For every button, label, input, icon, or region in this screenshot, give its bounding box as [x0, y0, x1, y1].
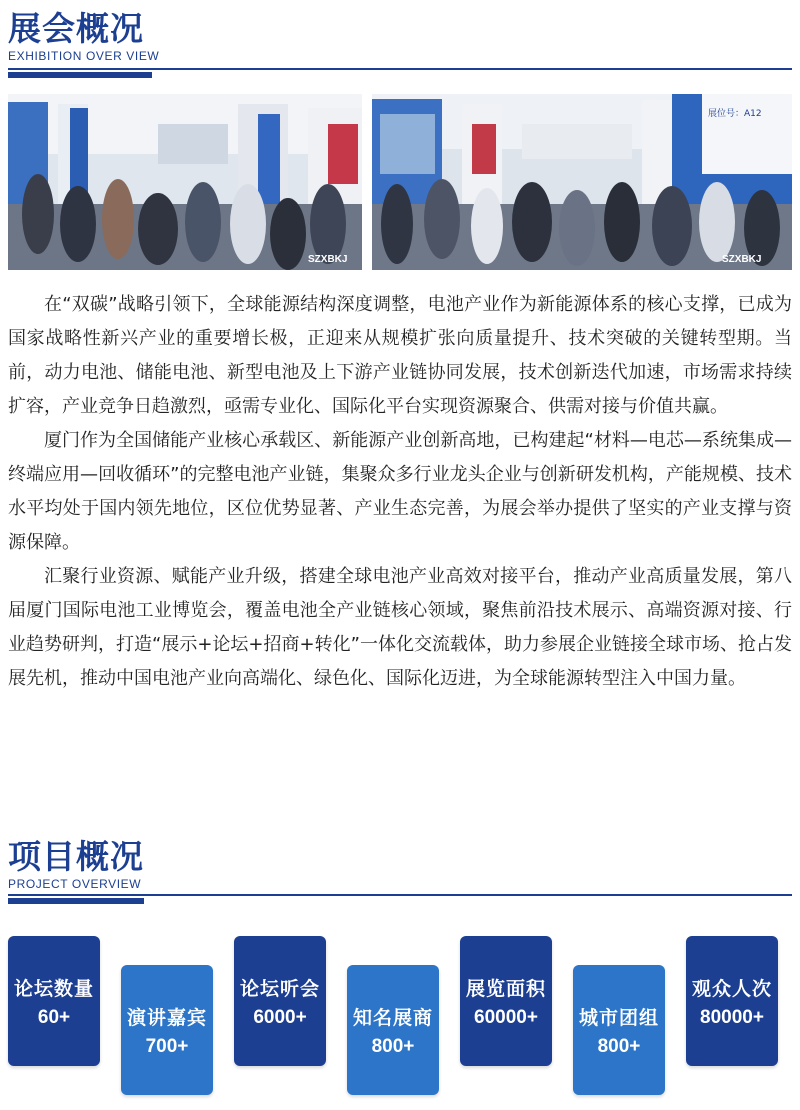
stat-card — [347, 965, 439, 1095]
exhibition-section-header — [8, 9, 160, 63]
project-subtitle: PROJECT OVERVIEW — [8, 877, 142, 891]
exhibition-description — [8, 288, 792, 696]
stat-value: 800+ — [597, 1036, 641, 1057]
stat-label: 观众人次 — [691, 978, 772, 1000]
stat-label: 论坛听会 — [239, 978, 320, 1000]
stat-label: 演讲嘉宾 — [126, 1007, 207, 1029]
stat-value: 700+ — [145, 1036, 189, 1057]
header-accent-bar — [8, 898, 144, 904]
booth-sign: 展位号：A12 — [708, 109, 762, 119]
stat-card — [573, 965, 665, 1095]
paragraph: 厦门作为全国储能产业核心承载区、新能源产业创新高地，已构建起“材料—电芯—系统集成—终端应用—回收循环”的完整电池产业链，集聚众多行业龙头企业与创新研发机构，产能规模、技术水平均处于国内领先地位，区位优势显著、产业生态完善，为展会举办提供了坚实的产业支撑与资源保障。 — [8, 430, 792, 553]
stat-card — [121, 965, 213, 1095]
project-title: 项目概况 — [8, 837, 144, 876]
paragraph: 在“双碳”战略引领下，全球能源结构深度调整，电池产业作为新能源体系的核心支撑，已成为国家战略性新兴产业的重要增长极，正迎来从规模扩张向质量提升、技术突破的关键转型期。当前，动力电池、储能电池、新型电池及上下游产业链协同发展，技术创新迭代加速，市场需求持续扩容，产业竞争日趋激烈，亟需专业化、国际化平台实现资源聚合、供需对接与价值共赢。 — [8, 294, 792, 417]
stat-value: 6000+ — [253, 1007, 307, 1028]
paragraph: 汇聚行业资源、赋能产业升级，搭建全球电池产业高效对接平台，推动产业高质量发展，第八届厦门国际电池工业博览会，覆盖电池全产业链核心领域，聚焦前沿技术展示、高端资源对接、行业趋势研判，打造“展示+论坛+招商+转化”一体化交流载体，助力参展企业链接全球市场、抢占发展先机，推动中国电池产业向高端化、绿色化、国际化迈进，为全球能源转型注入中国力量。 — [8, 566, 792, 689]
header-divider — [8, 894, 792, 896]
stat-card — [234, 936, 326, 1066]
exhibition-hall-photo-left — [8, 94, 362, 270]
stat-label: 展览面积 — [465, 978, 546, 1000]
stat-value: 60+ — [37, 1007, 71, 1028]
stat-value: 80000+ — [700, 1007, 764, 1028]
stat-label: 论坛数量 — [13, 978, 94, 1000]
header-divider — [8, 68, 792, 70]
exhibition-title: 展会概况 — [8, 9, 144, 48]
exhibition-hall-photo-right — [372, 94, 792, 270]
stat-value: 800+ — [371, 1036, 415, 1057]
stat-label: 知名展商 — [352, 1007, 433, 1029]
exhibition-subtitle: EXHIBITION OVER VIEW — [8, 49, 160, 63]
photo-watermark: SZXBKJ — [722, 254, 762, 265]
stat-card — [460, 936, 552, 1066]
stat-card — [8, 936, 100, 1066]
stat-label: 城市团组 — [578, 1007, 659, 1029]
header-accent-bar — [8, 72, 152, 78]
stat-value: 60000+ — [474, 1007, 538, 1028]
photo-watermark: SZXBKJ — [308, 254, 348, 265]
stat-card — [686, 936, 778, 1066]
project-section-header — [8, 837, 144, 891]
